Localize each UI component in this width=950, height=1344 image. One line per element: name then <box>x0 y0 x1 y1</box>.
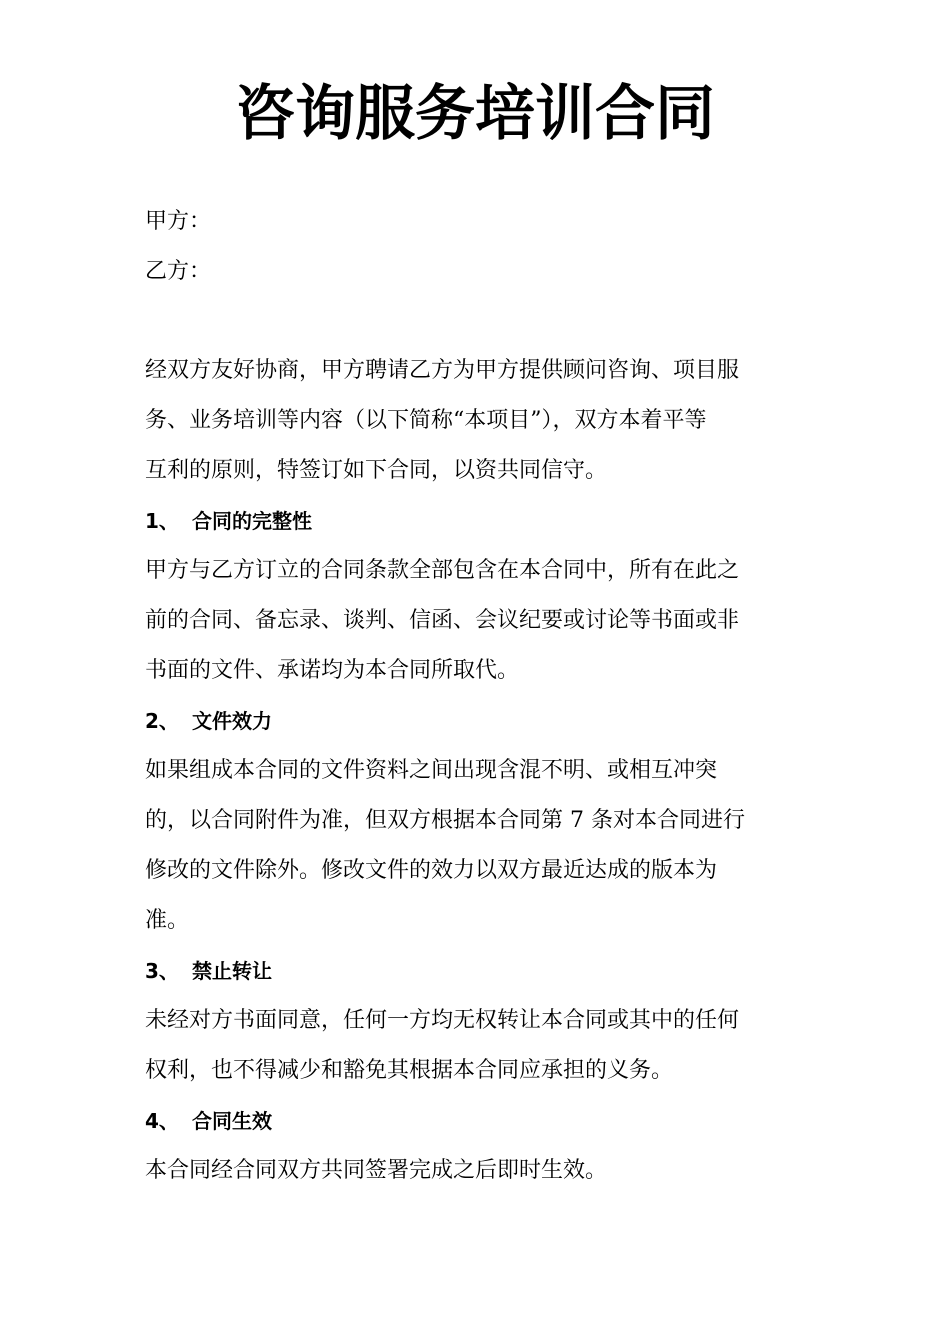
body-line: 未经对方书面同意，任何一方均无权转让本合同或其中的任何 <box>145 1008 740 1033</box>
section-body-completeness <box>145 546 785 696</box>
section-body-no-transfer <box>145 996 785 1096</box>
section-title: 禁止转让 <box>192 959 272 983</box>
section-number: 3、 <box>145 959 179 983</box>
body-line: 权利，也不得减少和豁免其根据本合同应承担的义务。 <box>145 1058 674 1083</box>
body-line: 前的合同、备忘录、谈判、信函、会议纪要或讨论等书面或非 <box>145 608 740 633</box>
body-line: 的，以合同附件为准，但双方根据本合同第 7 条对本合同进行 <box>145 808 745 833</box>
section-number: 1、 <box>145 509 179 533</box>
intro-line: 务、业务培训等内容（以下简称“本项目”），双方本着平等 <box>145 408 707 433</box>
section-body-validity <box>145 746 785 946</box>
body-line: 本合同经合同双方共同签署完成之后即时生效。 <box>145 1158 608 1183</box>
section-body-effectiveness <box>145 1146 785 1196</box>
section-heading-no-transfer <box>145 956 785 986</box>
section-title: 合同生效 <box>192 1109 272 1133</box>
party-b-label: 乙方： <box>145 259 212 284</box>
body-line: 书面的文件、承诺均为本合同所取代。 <box>145 658 520 683</box>
body-line: 甲方与乙方订立的合同条款全部包含在本合同中，所有在此之 <box>145 558 740 583</box>
body-line: 准。 <box>145 908 190 933</box>
section-title: 文件效力 <box>192 709 272 733</box>
document-title: 咨询服务培训合同 <box>235 79 715 149</box>
section-heading-validity <box>145 706 785 736</box>
body-line: 修改的文件除外。修改文件的效力以双方最近达成的版本为 <box>145 858 718 883</box>
section-heading-effectiveness <box>145 1106 785 1136</box>
intro-line: 互利的原则，特签订如下合同，以资共同信守。 <box>145 458 608 483</box>
section-number: 2、 <box>145 709 179 733</box>
intro-paragraph <box>145 346 785 496</box>
section-heading-completeness <box>145 506 785 536</box>
intro-line: 经双方友好协商，甲方聘请乙方为甲方提供顾问咨询、项目服 <box>145 358 740 383</box>
section-number: 4、 <box>145 1109 179 1133</box>
section-title: 合同的完整性 <box>192 509 312 533</box>
party-a-label: 甲方： <box>145 209 212 234</box>
body-line: 如果组成本合同的文件资料之间出现含混不明、或相互冲突 <box>145 758 718 783</box>
